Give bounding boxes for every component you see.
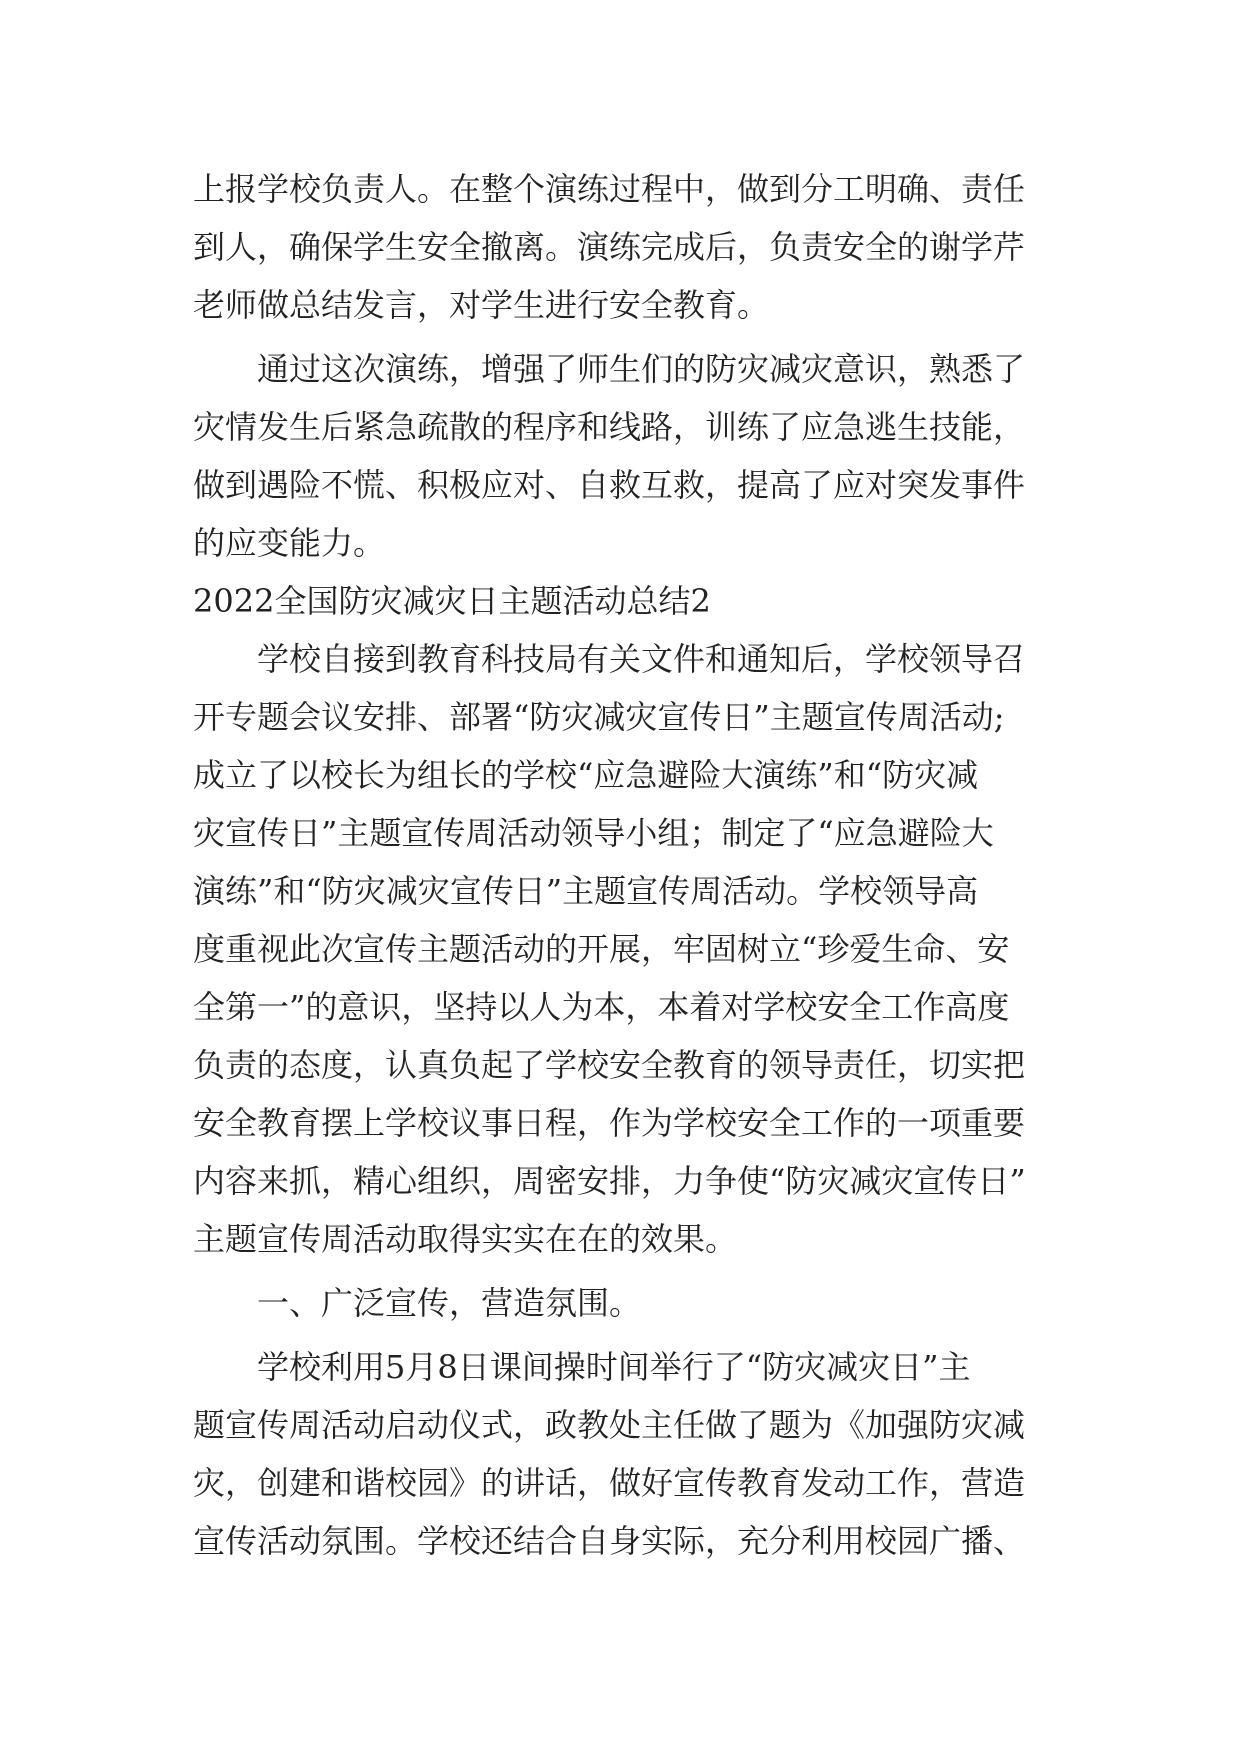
paragraph-line: 演练”和“防灾减灾宣传日”主题宣传周活动。学校领导高 (193, 872, 979, 910)
paragraph-line: 做到遇险不慌、积极应对、自救互救，提高了应对突发事件 (193, 466, 1026, 504)
paragraph-line: 的应变能力。 (193, 524, 386, 562)
paragraph-4 (193, 1338, 1073, 1570)
paragraph-3 (193, 630, 1073, 1268)
paragraph-line: 成立了以校长为组长的学校“应急避险大演练”和“防灾减 (193, 756, 979, 794)
document-body (193, 160, 1073, 1570)
paragraph-1 (193, 160, 1073, 334)
paragraph-line: 题宣传周活动启动仪式，政教处主任做了题为《加强防灾减 (193, 1406, 1026, 1444)
paragraph-line: 安全教育摆上学校议事日程，作为学校安全工作的一项重要 (193, 1104, 1026, 1142)
paragraph-line: 度重视此次宣传主题活动的开展，牢固树立“珍爱生命、安 (193, 930, 1010, 968)
paragraph-line: 学校利用5月8日课间操时间举行了“防灾减灾日”主 (257, 1348, 971, 1386)
section-heading: 2022全国防灾减灾日主题活动总结2 (193, 582, 711, 620)
paragraph-line: 灾情发生后紧急疏散的程序和线路，训练了应急逃生技能， (193, 408, 1026, 446)
paragraph-line: 灾，创建和谐校园》的讲话，做好宣传教育发动工作，营造 (193, 1464, 1026, 1502)
paragraph-line: 到人，确保学生安全撤离。演练完成后，负责安全的谢学芹 (193, 228, 1026, 266)
paragraph-line: 宣传活动氛围。学校还结合自身实际，充分利用校园广播、 (193, 1522, 1026, 1560)
paragraph-line: 通过这次演练，增强了师生们的防灾减灾意识，熟悉了 (257, 350, 1026, 388)
paragraph-line: 灾宣传日”主题宣传周活动领导小组；制定了“应急避险大 (193, 814, 994, 852)
paragraph-line: 上报学校负责人。在整个演练过程中，做到分工明确、责任 (193, 170, 1026, 208)
paragraph-line: 老师做总结发言，对学生进行安全教育。 (193, 286, 770, 324)
paragraph-line: 主题宣传周活动取得实实在在的效果。 (193, 1220, 738, 1258)
paragraph-line: 学校自接到教育科技局有关文件和通知后，学校领导召 (257, 640, 1026, 678)
paragraph-line: 内容来抓，精心组织，周密安排，力争使“防灾减灾宣传日” (193, 1162, 1026, 1200)
paragraph-line: 全第一”的意识，坚持以人为本，本着对学校安全工作高度 (193, 988, 1010, 1026)
section-title: 一、广泛宣传，营造氛围。 (257, 1284, 642, 1322)
paragraph-line: 开专题会议安排、部署“防灾减灾宣传日”主题宣传周活动; (193, 698, 1005, 736)
paragraph-line: 负责的态度，认真负起了学校安全教育的领导责任，切实把 (193, 1046, 1026, 1084)
paragraph-2 (193, 340, 1073, 572)
